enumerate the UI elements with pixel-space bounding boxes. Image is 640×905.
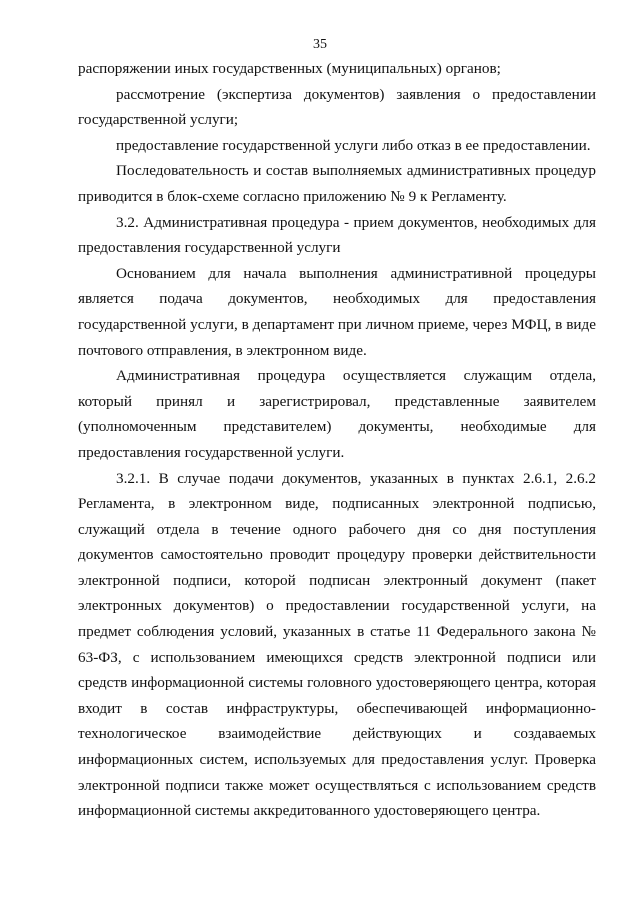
body-text xyxy=(78,56,596,824)
page-number: 35 xyxy=(313,37,327,52)
paragraph-provision: предоставление государственной услуги либо отказ в ее предоставлении. xyxy=(116,136,591,154)
paragraph-review: рассмотрение (экспертиза документов) заявления о предоставлении государственной услуги; xyxy=(78,85,596,129)
paragraph-basis: Основанием для начала выполнения административной процедуры является подача документов, необходимых для предоставления государственной услуги, в департамент при личном приеме, через МФЦ, в виде почтового отправления, в электронном виде. xyxy=(78,264,596,359)
paragraph-3-2-1: 3.2.1. В случае подачи документов, указанных в пунктах 2.6.1, 2.6.2 Регламента, в электронном виде, подписанных электронной подписью, служащий отдела в течение одного рабочего дня со дня поступления документов самостоятельно проводит процедуру проверки действительности электронной подписи, которой подписан электронный документ (пакет электронных документов) о предоставлении государственной услуги, на предмет соблюдения условий, указанных в статье 11 Федерального закона № 63-ФЗ, с использованием имеющихся средств электронной подписи или средств информационной системы головного удостоверяющего центра, которая входит в состав инфраструктуры, обеспечивающей информационно-технологическое взаимодействие действующих и создаваемых информационных систем, используемых для предоставления услуг. Проверка электронной подписи также может осуществляться с использованием средств информационной системы аккредитованного удостоверяющего центра. xyxy=(78,469,596,820)
paragraph-sequence: Последовательность и состав выполняемых административных процедур приводится в блок-схеме согласно приложению № 9 к Регламенту. xyxy=(78,162,596,205)
paragraph-continuation: распоряжении иных государственных (муниципальных) органов; xyxy=(78,60,501,77)
paragraph-procedure: Административная процедура осуществляется служащим отдела, который принял и зарегистрировал, представленные заявителем (уполномоченным представителем) документы, необходимые для предоставления государственной услуги. xyxy=(78,367,596,461)
section-heading-3-2: 3.2. Административная процедура - прием документов, необходимых для предоставления государственной услуги xyxy=(78,213,596,257)
